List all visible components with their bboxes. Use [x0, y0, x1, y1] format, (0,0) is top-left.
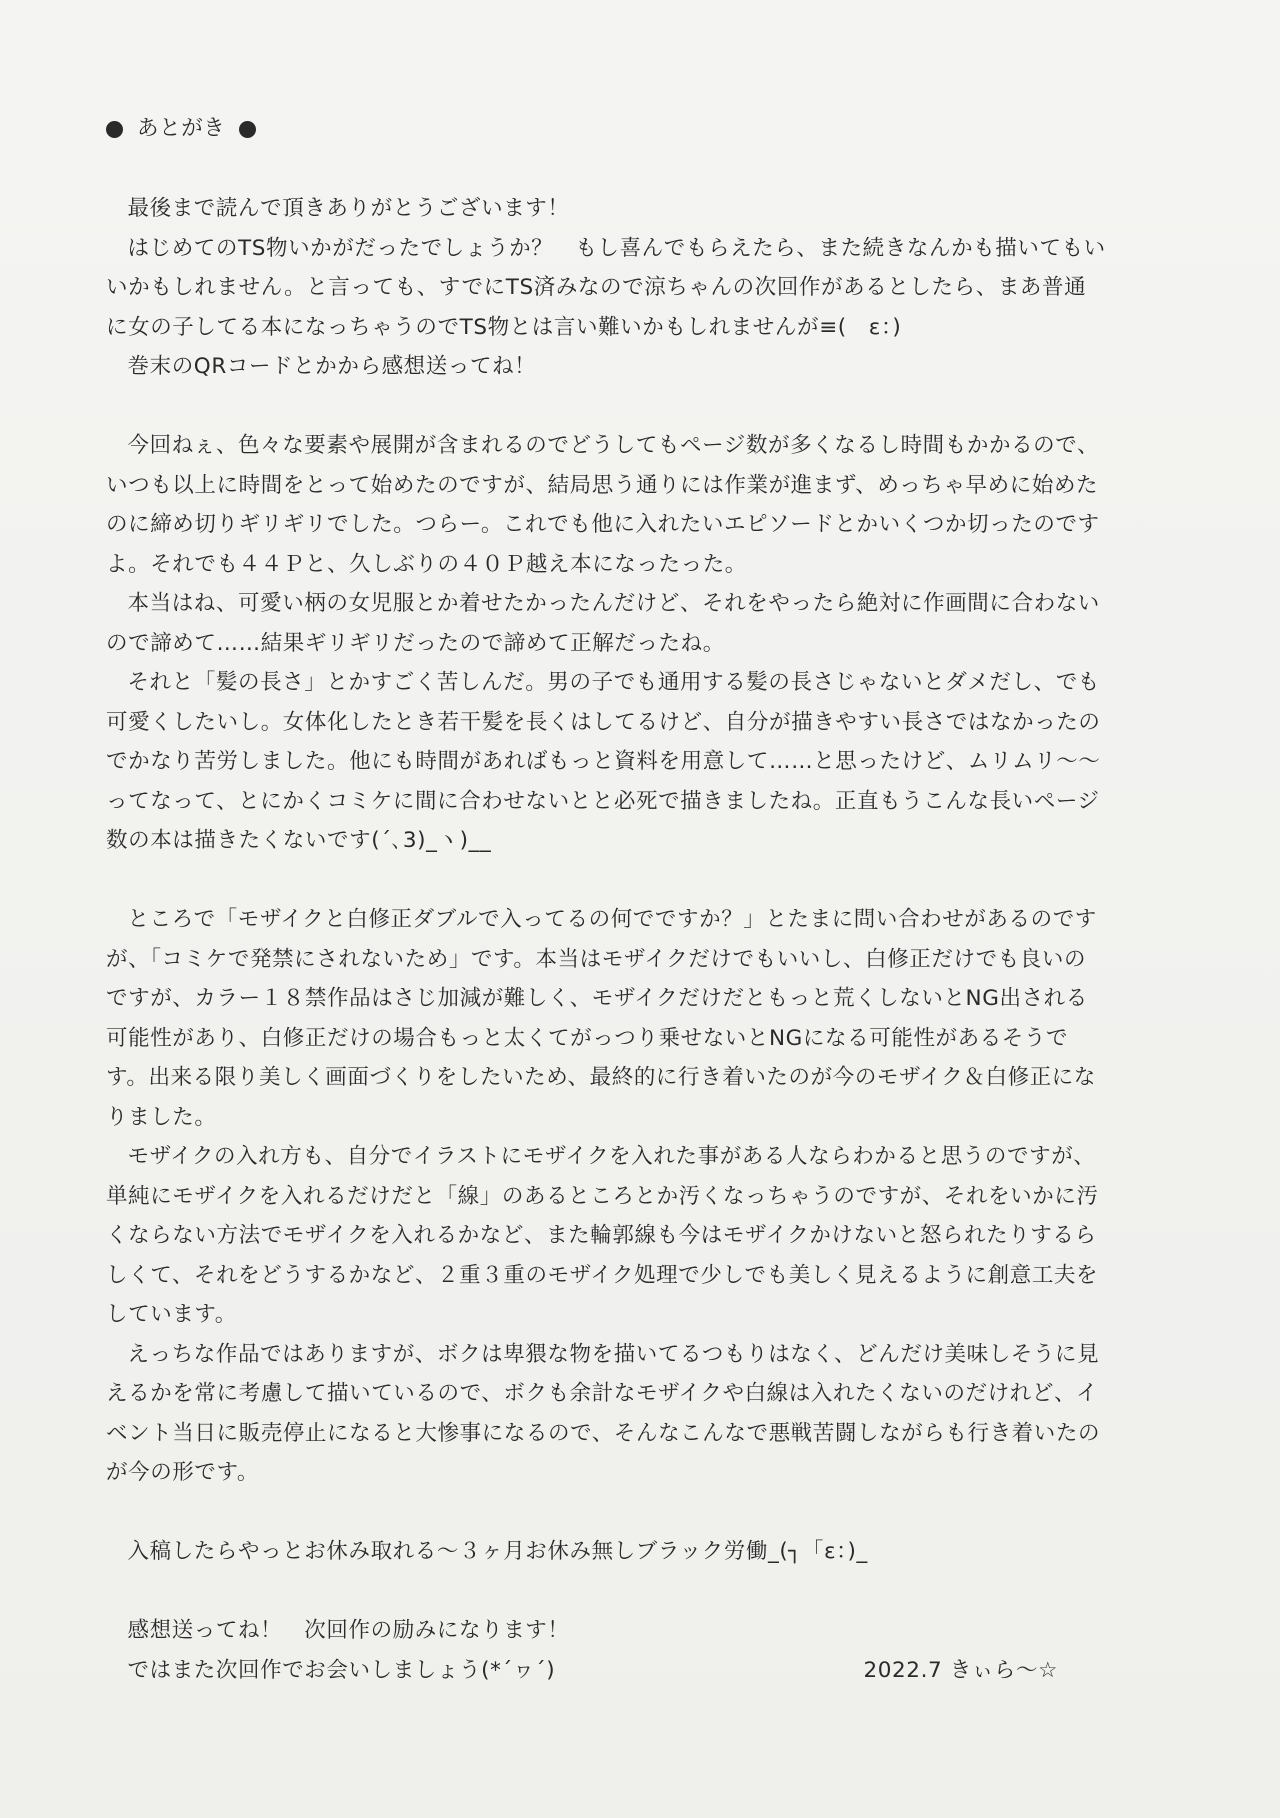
bullet-icon	[239, 121, 256, 138]
closing-row	[128, 1651, 1107, 1691]
bullet-icon	[106, 121, 123, 138]
closing-block	[106, 1611, 1106, 1690]
paragraph: それと「髪の長さ」とかすごく苦しんだ。男の子でも通用する髪の長さじゃないとダメだし、でも可愛くしたいし。女体化したとき若干髪を長くはしてるけど、自分が描きやすい長さではなかったのでかなり苦労しました。他にも時間があればもっと資料を用意して……と思ったけど、ムリムリ～～ってなって、とにかくコミケに間に合わせないとと必死で描きましたね。正直もうこんな長いページ数の本は描きたくないです(´､3)_ヽ)__	[106, 670, 1101, 853]
section-rest	[106, 1532, 1106, 1572]
closing-line-2: ではまた次回作でお会いしましょう(*´ヮ´)	[127, 1657, 556, 1683]
afterword-heading	[106, 113, 1106, 145]
signature: 2022.7 きぃら～☆	[863, 1657, 1058, 1683]
afterword-content	[106, 113, 1106, 1690]
closing-line-1: 感想送ってね！ 次回作の励みになります！	[127, 1618, 570, 1643]
paragraph: 最後まで読んで頂きありがとうございます！	[127, 196, 570, 221]
heading-title: あとがき	[137, 116, 226, 142]
paragraph: 本当はね、可愛い柄の女児服とか着せたかったんだけど、それをやったら絶対に作画間に合わないので諦めて……結果ギリギリだったので諦めて正解だったね。	[106, 591, 1100, 656]
paragraph: 巻末のQRコードとかから感想送ってね！	[127, 354, 537, 379]
section-mosaic	[106, 900, 1106, 1493]
paragraph: ところで「モザイクと白修正ダブルで入ってるの何でですか？」とたまに問い合わせがあるのですが、「コミケで発禁にされないため」です。本当はモザイクだけでもいいし、白修正だけでも良いのですが、カラー１８禁作品はさじ加減が難しく、モザイクだけだともっと荒くしないとNG出される可能性があり、白修正だけの場合もっと太くてがっつり乗せないとNGになる可能性があるそうです。出来る限り美しく画面づくりをしたいため、最終的に行き着いたのが今のモザイク＆白修正になりました。	[106, 907, 1097, 1130]
paragraph: えっちな作品ではありますが、ボクは卑猥な物を描いてるつもりはなく、どんだけ美味しそうに見えるかを常に考慮して描いているので、ボクも余計なモザイクや白線は入れたくないのだけれど、イベント当日に販売停止になると大惨事になるので、そんなこんなで悪戦苦闘しながらも行き着いたのが今の形です。	[106, 1341, 1101, 1485]
paragraph: 入稿したらやっとお休み取れる～３ヶ月お休み無しブラック労働_(┐「ε：)_	[127, 1539, 868, 1564]
paragraph: 今回ねぇ、色々な要素や展開が含まれるのでどうしてもページ数が多くなるし時間もかかるので、いつも以上に時間をとって始めたのですが、結局思う通りには作業が進まず、めっちゃ早めに始めたのに締め切りギリギリでした。つらー。これでも他に入れたいエピソードとかいくつか切ったのですよ。それでも４４Ｐと、久しぶりの４０Ｐ越え本になったった。	[106, 433, 1100, 577]
paragraph: モザイクの入れ方も、自分でイラストにモザイクを入れた事がある人ならわかると思うのですが、単純にモザイクを入れるだけだと「線」のあるところとか汚くなっちゃうのですが、それをいかに汚くならない方法でモザイクを入れるかなど、また輪郭線も今はモザイクかけないと怒られたりするらしくて、それをどうするかなど、２重３重のモザイク処理で少しでも美しく見えるように創意工夫をしています。	[106, 1144, 1099, 1327]
section-production	[106, 426, 1106, 861]
section-thanks	[106, 189, 1106, 387]
paragraph: はじめてのTS物いかがだったでしょうか？ もし喜んでもらえたら、また続きなんかも描いてもいいかもしれません。と言っても、すでにTS済みなので涼ちゃんの次回作があるとしたら、まあ普通に女の子してる本になっちゃうのでTS物とは言い難いかもしれませんが≡( ε：)	[106, 235, 1106, 340]
